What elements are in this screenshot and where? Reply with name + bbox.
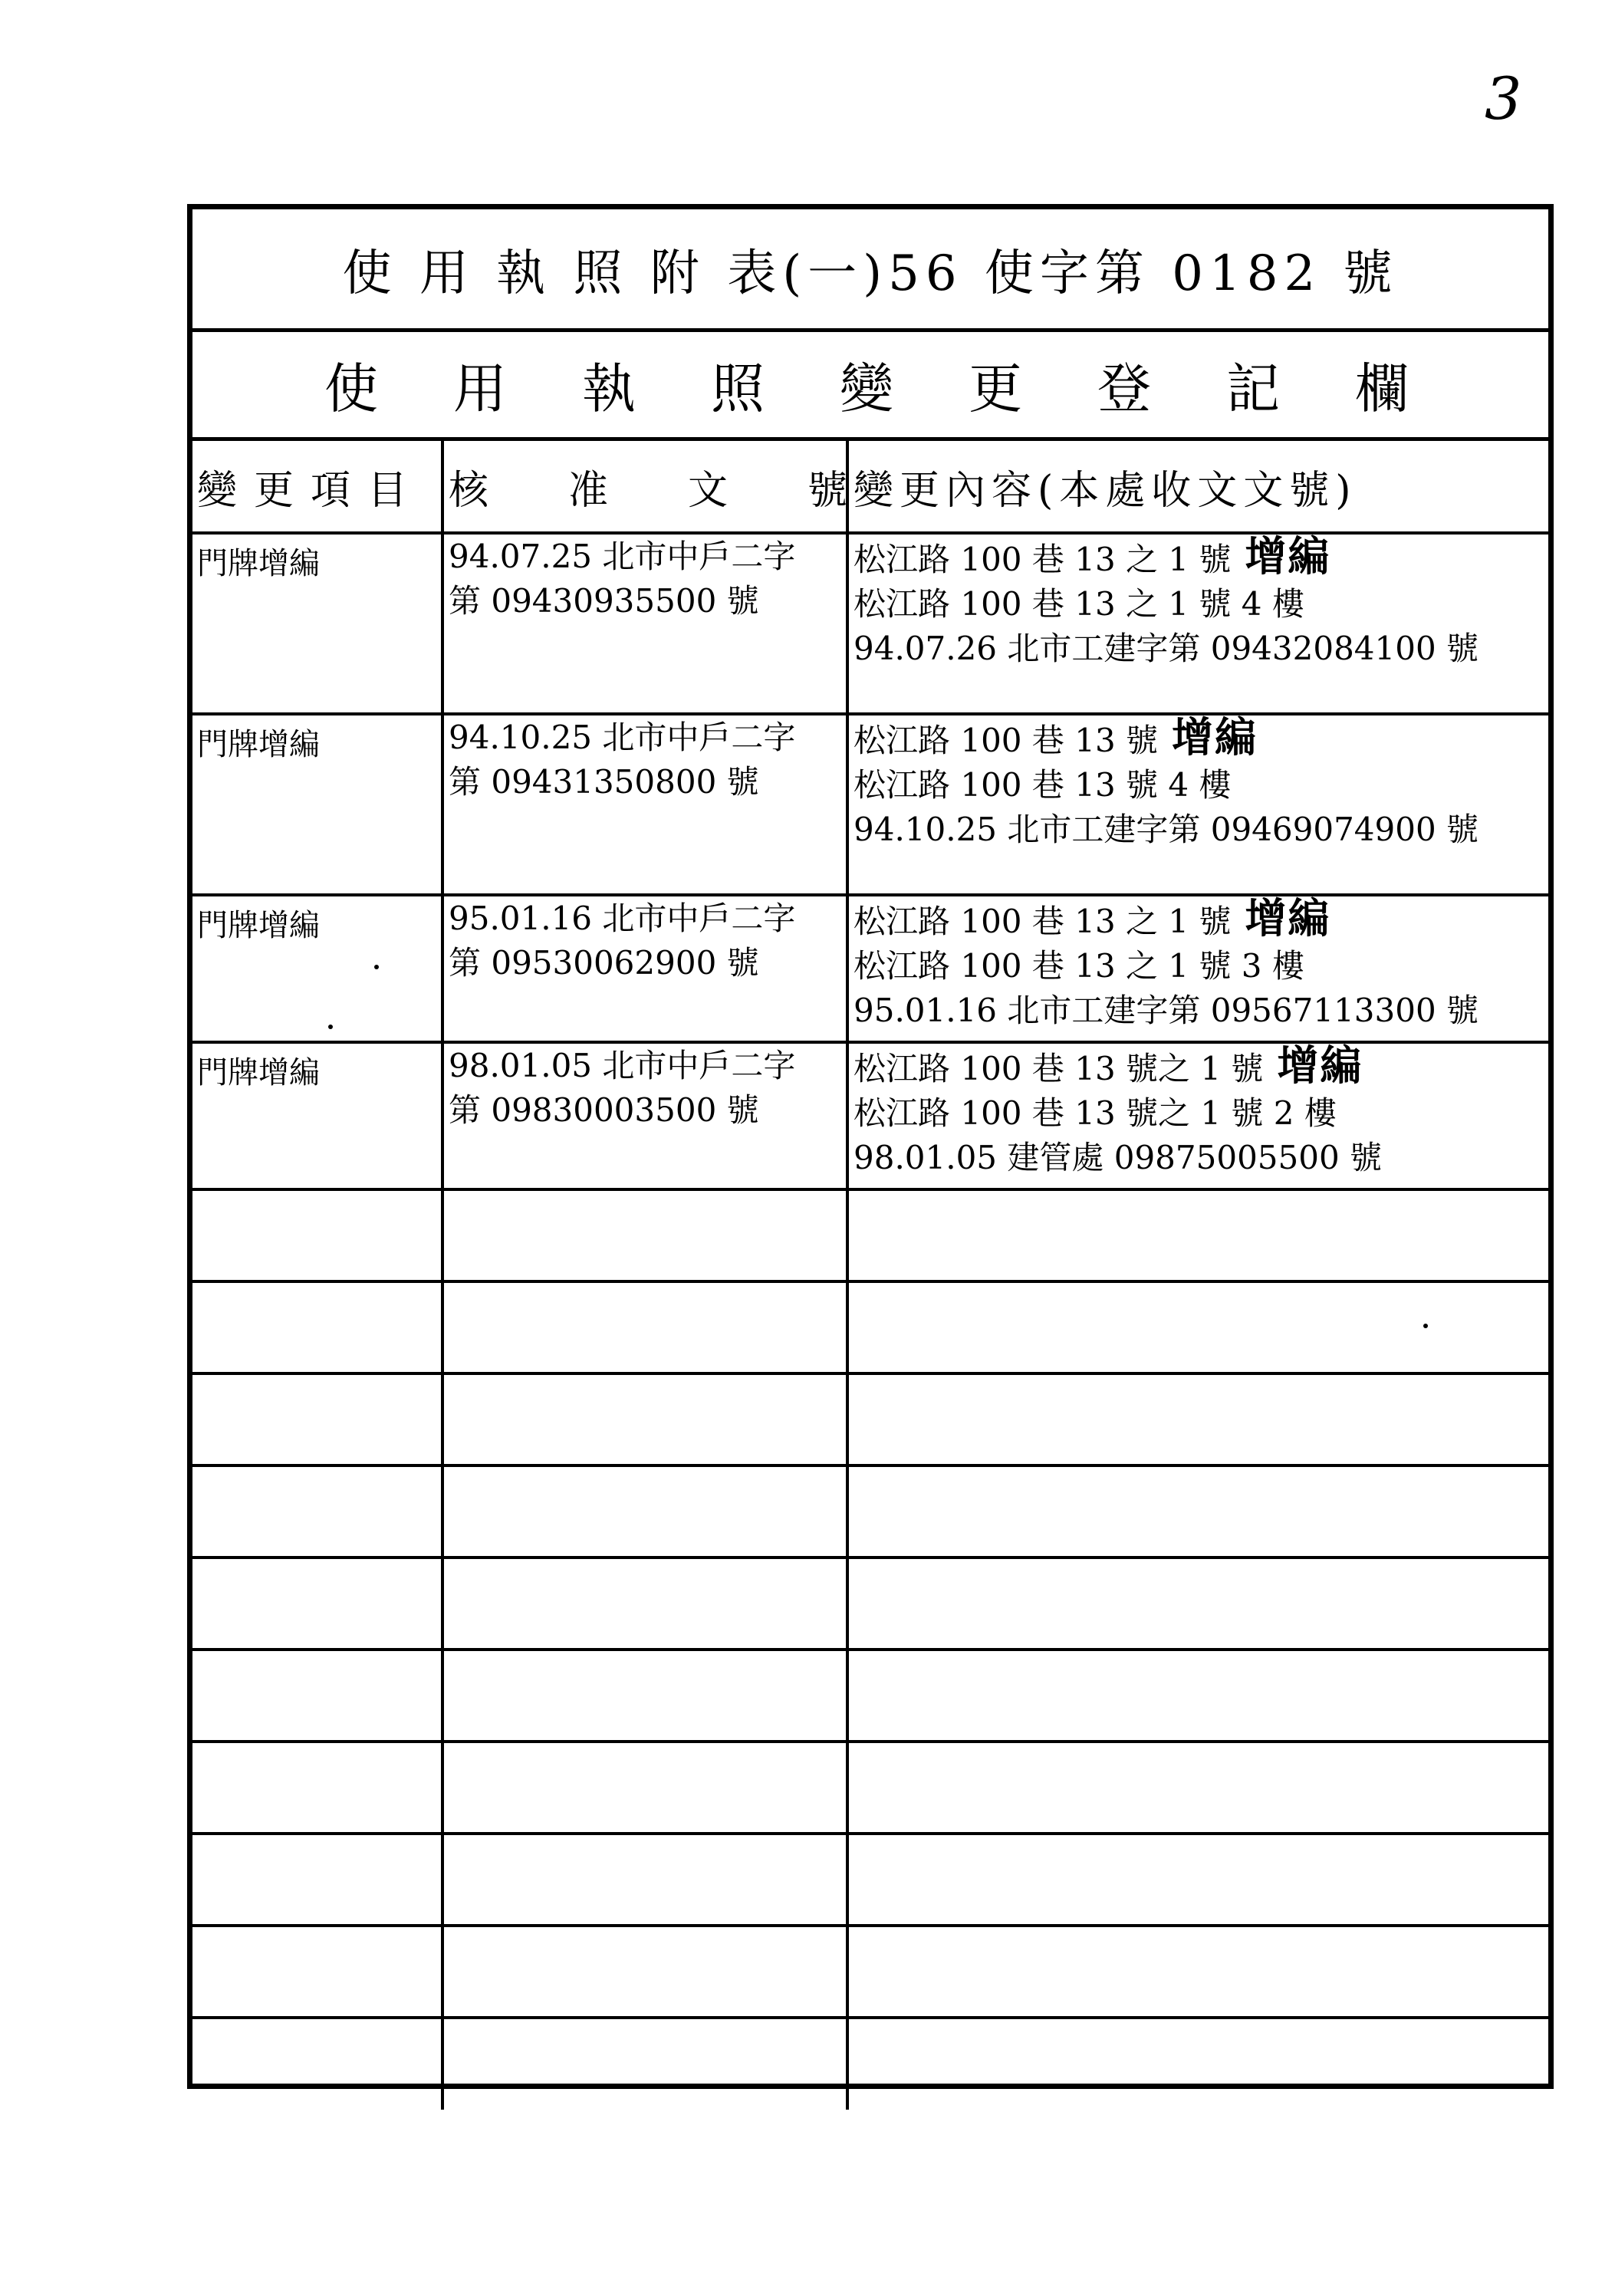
content-line: 95.01.16 北市工建字第 09567113300 號: [854, 992, 1479, 1029]
usage-permit-sheet: [187, 204, 1554, 2089]
empty-cell: [442, 1189, 847, 1281]
empty-cell: [442, 1281, 847, 1373]
empty-cell: [192, 1189, 442, 1281]
empty-cell: [847, 1742, 1548, 1834]
empty-cell: [192, 1373, 442, 1465]
empty-cell: [442, 1558, 847, 1650]
subtitle-row: [192, 332, 1548, 441]
approval-line: 94.10.25 北市中戶二字: [449, 719, 796, 756]
stamp-mark: 增編: [1245, 894, 1331, 942]
scan-speck: [374, 965, 379, 969]
content-cell: [847, 1042, 1548, 1189]
empty-cell: [847, 1926, 1548, 2018]
empty-cell: [192, 1558, 442, 1650]
empty-row: [192, 1650, 1548, 1742]
column-header-approval: 核准文號: [442, 441, 847, 533]
form-title: 使 用 執 照 附 表(一)56 使字第 0182 號: [342, 245, 1399, 302]
empty-cell: [442, 1373, 847, 1465]
approval-line: 第 09830003500 號: [449, 1091, 759, 1129]
empty-cell: [442, 1834, 847, 1926]
empty-cell: [847, 1558, 1548, 1650]
change-item-cell: 門牌增編: [192, 1042, 442, 1189]
content-address: 松江路 100 巷 13 號之 1 號: [854, 1050, 1264, 1087]
empty-cell: [847, 1465, 1548, 1558]
scan-speck: [1423, 1324, 1428, 1328]
empty-cell: [192, 1834, 442, 1926]
empty-row: [192, 1926, 1548, 2018]
content-line: 松江路 100 巷 13 號之 1 號 2 樓: [854, 1094, 1337, 1132]
content-address: 松江路 100 巷 13 之 1 號: [854, 903, 1232, 940]
empty-cell: [442, 1650, 847, 1742]
empty-row: [192, 1834, 1548, 1926]
approval-cell: [442, 1042, 847, 1189]
content-cell: [847, 533, 1548, 714]
empty-cell: [847, 1189, 1548, 1281]
approval-line: 94.07.25 北市中戶二字: [449, 538, 796, 575]
approval-cell: [442, 533, 847, 714]
title-row: [192, 209, 1548, 332]
page-number: 3: [1485, 64, 1522, 133]
content-line: 94.10.25 北市工建字第 09469074900 號: [854, 811, 1479, 848]
content-cell: [847, 895, 1548, 1042]
stamp-mark: 增編: [1245, 532, 1331, 581]
empty-row: [192, 1465, 1548, 1558]
empty-row: [192, 1281, 1548, 1373]
content-line: 松江路 100 巷 13 之 1 號 4 樓: [854, 585, 1304, 623]
approval-cell: [442, 714, 847, 895]
empty-cell: [847, 1373, 1548, 1465]
change-register-table: [192, 441, 1548, 2110]
empty-cell: [442, 2018, 847, 2110]
empty-cell: [847, 2018, 1548, 2110]
empty-row: [192, 1558, 1548, 1650]
empty-cell: [192, 1281, 442, 1373]
content-line: [854, 532, 1544, 582]
empty-cell: [192, 1465, 442, 1558]
form-subtitle: 使用執照變更登記欄: [324, 357, 1484, 420]
column-header-content: 變更內容(本處收文文號): [847, 441, 1548, 533]
content-line: [854, 896, 1544, 944]
empty-row: [192, 2018, 1548, 2110]
empty-cell: [847, 1834, 1548, 1926]
content-line: [854, 715, 1544, 763]
empty-cell: [847, 1650, 1548, 1742]
empty-cell: [192, 1650, 442, 1742]
approval-line: 第 09530062900 號: [449, 944, 759, 982]
empty-cell: [442, 1465, 847, 1558]
table-row: [192, 533, 1548, 714]
empty-cell: [442, 1742, 847, 1834]
empty-cell: [442, 1926, 847, 2018]
empty-row: [192, 1373, 1548, 1465]
approval-line: 第 09431350800 號: [449, 763, 759, 801]
content-address: 松江路 100 巷 13 號: [854, 722, 1159, 759]
table-header-row: [192, 441, 1548, 533]
table-row: [192, 1042, 1548, 1189]
content-cell: [847, 714, 1548, 895]
content-line: 松江路 100 巷 13 號 4 樓: [854, 766, 1232, 804]
approval-line: 98.01.05 北市中戶二字: [449, 1047, 796, 1084]
approval-line: 95.01.16 北市中戶二字: [449, 900, 796, 937]
empty-cell: [192, 1926, 442, 2018]
change-item-cell: 門牌增編: [192, 714, 442, 895]
content-address: 松江路 100 巷 13 之 1 號: [854, 541, 1232, 578]
content-line: 94.07.26 北市工建字第 09432084100 號: [854, 630, 1479, 667]
table-row: [192, 895, 1548, 1042]
empty-cell: [192, 2018, 442, 2110]
approval-line: 第 09430935500 號: [449, 582, 759, 620]
empty-cell: [847, 1281, 1548, 1373]
change-item-cell: 門牌增編: [192, 533, 442, 714]
content-line: 松江路 100 巷 13 之 1 號 3 樓: [854, 947, 1304, 985]
scan-speck: [328, 1025, 333, 1029]
content-line: 98.01.05 建管處 09875005500 號: [854, 1139, 1383, 1176]
empty-row: [192, 1189, 1548, 1281]
stamp-mark: 增編: [1172, 713, 1258, 761]
stamp-mark: 增編: [1277, 1041, 1363, 1090]
approval-cell: [442, 895, 847, 1042]
empty-cell: [192, 1742, 442, 1834]
column-header-item: 變更項目: [192, 441, 442, 533]
table-row: [192, 714, 1548, 895]
empty-row: [192, 1742, 1548, 1834]
content-line: [854, 1041, 1544, 1091]
change-item-cell: 門牌增編: [192, 895, 442, 1042]
